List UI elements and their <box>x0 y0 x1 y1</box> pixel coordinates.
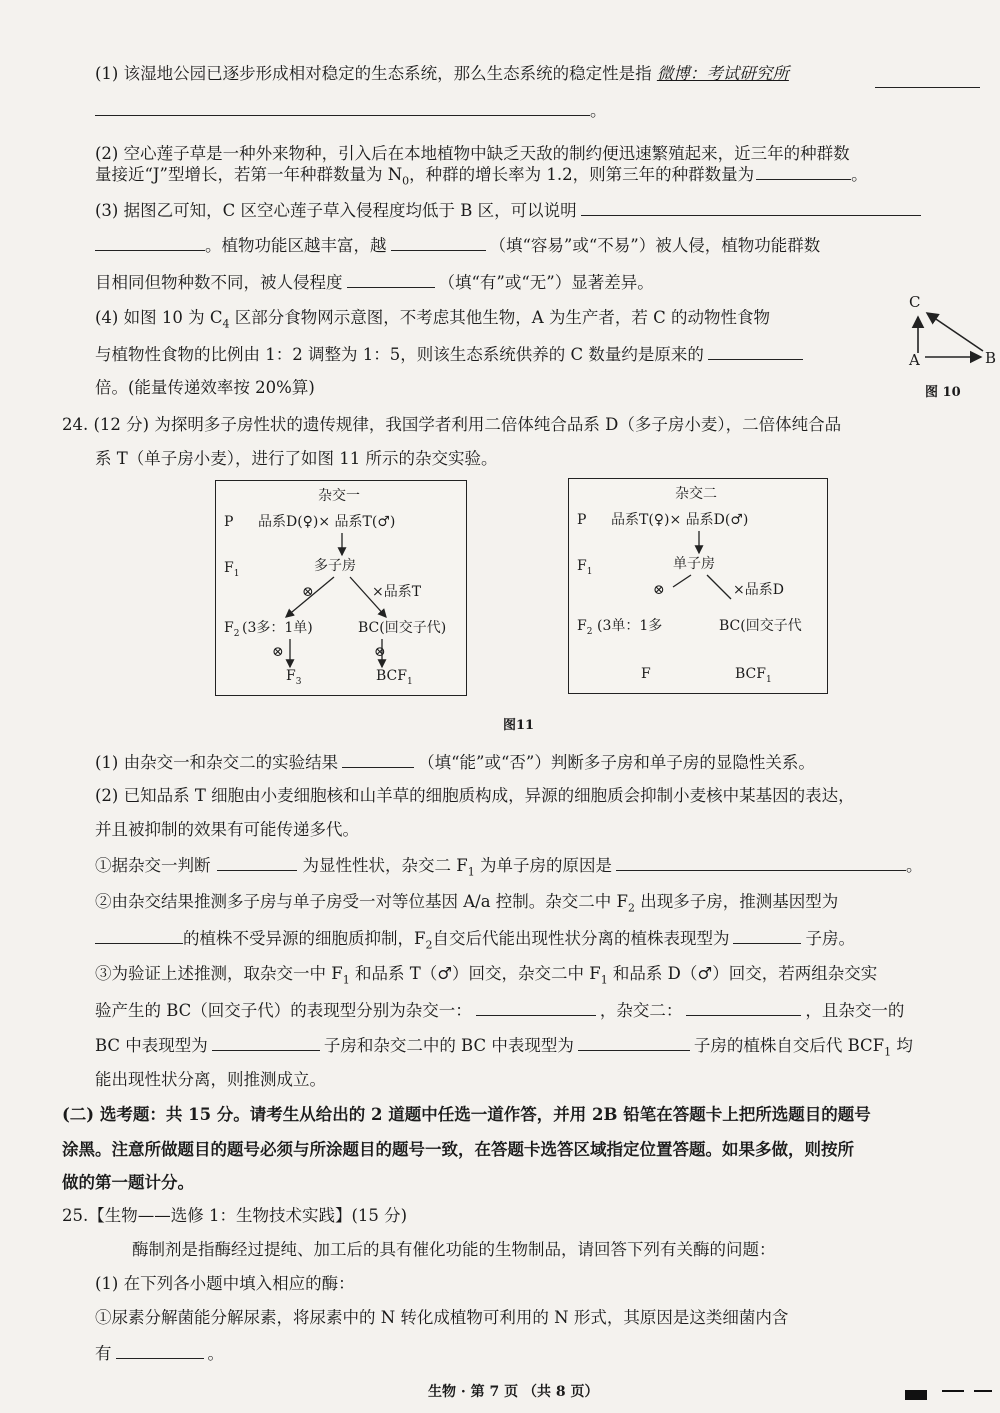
q25-intro: 酶制剂是指酶经过提纯、加工后的具有催化功能的生物制品，请回答下列有关酶的问题： <box>132 1240 776 1259</box>
footer-mark-2 <box>942 1390 964 1392</box>
section2-line3: 做的第一题计分。 <box>62 1173 194 1192</box>
q25-sub2-line2 <box>95 1341 224 1366</box>
cross-one-diagram <box>215 480 467 696</box>
figure-10 <box>905 295 995 400</box>
q23-part1-watermark: 微博：考试研究所 <box>656 64 789 83</box>
q24-item3-line2 <box>95 998 904 1023</box>
q23-part4-sub: 4 <box>222 317 230 331</box>
cross1-self-2: ⊗ <box>272 644 284 660</box>
q24-item3-sub: 1 <box>342 973 350 987</box>
q24-item3-sub3: 1 <box>884 1045 892 1059</box>
q23-part4-text-a: (4) 如图 10 为 C <box>95 308 223 327</box>
cross2-f2-text: (3单：1多 <box>597 618 663 634</box>
cross2-p-label: P <box>577 512 587 528</box>
cross1-arrows <box>216 481 468 697</box>
cross1-p-label: P <box>224 514 234 530</box>
q23-part3-line3 <box>95 270 654 295</box>
q23-part3-text-c1: 目相同但物种数不同，被人侵程度 <box>95 273 343 292</box>
cross1-f2-label: $F_2$ <box>224 620 240 639</box>
q24-item3-text-f: ，且杂交一的 <box>805 1001 905 1020</box>
cross2-p-text: 品系T(♀)× 品系D(♂) <box>611 512 749 528</box>
q24-item2-text-d: 自交后代能出现性状分离的植株表现型为 <box>432 929 730 948</box>
q25-sub1: (1) 在下列各小题中填入相应的酶： <box>95 1274 355 1293</box>
q24-item1-sub: 1 <box>467 865 475 879</box>
q23-part4-text-b: 与植物性食物的比例由 1：2 调整为 1：5，则该生态系统供养的 C 数量约是原来的 <box>95 345 704 364</box>
q24-item3-text-j: 均 <box>891 1036 913 1055</box>
q24-intro-line2: 系 T（单子房小麦），进行了如图 11 所示的杂交实验。 <box>95 449 498 468</box>
q23-part3-line1 <box>95 198 921 223</box>
section2-line1: (二) 选考题：共 15 分。请考生从给出的 2 道题中任选一道作答，并用 2B 铅笔在答题卡上把所选题目的题号 <box>62 1105 871 1124</box>
cross2-arrows <box>569 479 829 695</box>
cross1-p-text: 品系D(♀)× 品系T(♂) <box>258 514 396 530</box>
cross1-title: 杂交一 <box>318 488 360 504</box>
q23-part2-line1: (2) 空心莲子草是一种外来物种，引入后在本地植物中缺乏天敌的制约便迅速繁殖起来，近三年的种群数 <box>95 144 850 163</box>
cross2-backcross-label: ×品系D <box>733 582 784 598</box>
q24-item3-line4: 能出现性状分离，则推测成立。 <box>95 1070 326 1089</box>
q23-part1-answer-blank[interactable] <box>95 98 590 116</box>
q24-item3-answer-blank-2[interactable] <box>686 998 801 1016</box>
q24-item3-text-a: ③为验证上述推测，取杂交一中 F <box>95 964 343 983</box>
q23-part1-blank-tail[interactable] <box>875 70 980 88</box>
q25-title: 25.【生物——选修 1：生物技术实践】(15 分) <box>62 1206 408 1225</box>
q24-item2-line1 <box>95 890 838 920</box>
q24-item2-answer-blank-2[interactable] <box>733 926 801 944</box>
cross1-f1-label: $F_1$ <box>224 560 240 579</box>
q23-part3-line2 <box>95 233 820 258</box>
q23-part3-answer-blank-1[interactable] <box>581 198 921 216</box>
q24-item3-text-g: BC 中表现型为 <box>95 1036 208 1055</box>
q24-sub1-answer-blank[interactable] <box>342 750 414 768</box>
q24-item3-line3 <box>95 1033 913 1064</box>
q24-item2-text-e: 子房。 <box>805 929 855 948</box>
q24-item2-sub2: 2 <box>425 938 433 952</box>
q25-sub2-text-a: 有 <box>95 1344 112 1363</box>
q24-item2-line2 <box>95 926 855 957</box>
q24-item3-text-i: 子房的植株自交后代 BCF <box>693 1036 885 1055</box>
q24-item3-answer-blank-1[interactable] <box>476 998 596 1016</box>
q24-item1-text-c: 为单子房的原因是 <box>474 856 612 875</box>
q23-part2-sub: 0 <box>402 174 410 188</box>
q23-part3-answer-blank-1b[interactable] <box>95 233 205 251</box>
q24-sub2-line1: (2) 已知品系 T 细胞由小麦细胞核和山羊草的细胞质构成，异源的细胞质会抑制小麦核中某基因的表达， <box>95 786 855 805</box>
q24-item3-answer-blank-3[interactable] <box>212 1033 320 1051</box>
cross2-f3-text: F <box>641 666 651 682</box>
fig10-node-b: B <box>985 349 997 367</box>
q24-item2-text-b: 出现多子房，推测基因型为 <box>635 892 839 911</box>
q24-item1-text-b: 为显性性状，杂交二 F <box>302 856 468 875</box>
q23-part2-answer-blank[interactable] <box>756 162 851 180</box>
q24-sub1-text-b: （填“能”或“否”）判断多子房和单子房的显隐性关系。 <box>418 753 815 772</box>
q23-part4-answer-blank[interactable] <box>708 342 803 360</box>
footer-black-mark <box>905 1390 927 1400</box>
fig10-node-a: A <box>909 351 920 369</box>
cross2-title: 杂交二 <box>675 486 717 502</box>
q23-part2-row2-final: 量接近“J”型增长，若第一年种群数量为 $N_0$，种群的增长率为 1.2，则第三年的种群数量为 。 <box>95 162 868 193</box>
q23-part2-text-b: 量接近“J”型增长，若第一年种群数量为 N <box>95 165 403 184</box>
q23-part3-answer-blank-3[interactable] <box>347 270 435 288</box>
cross2-bc-text: BC(回交子代 <box>719 618 802 634</box>
q23-part3-text-c2: （填“有”或“无”）显著差异。 <box>438 273 654 292</box>
cross1-f3-text: $F_3$ <box>286 668 302 687</box>
q25-sub2-text-b: 。 <box>207 1344 224 1363</box>
q24-item2-text-c: 的植株不受异源的细胞质抑制，F <box>183 929 426 948</box>
cross1-bc-text: BC(回交子代) <box>358 620 447 636</box>
q23-part2-text-c: ，种群的增长率为 1.2，则第三年的种群数量为 <box>409 165 755 184</box>
cross1-f2-text: (3多：1单) <box>242 620 313 636</box>
q24-sub1-text: (1) 由杂交一和杂交二的实验结果 <box>95 753 339 772</box>
q23-part3-text-b2: （填“容易”或“不易”）被人侵，植物功能群数 <box>489 236 821 255</box>
q23-part4-text-a2: 区部分食物网示意图，不考虑其他生物，A 为生产者，若 C 的动物性食物 <box>229 308 771 327</box>
q24-item3-text-h: 子房和杂交二中的 BC 中表现型为 <box>323 1036 574 1055</box>
fig11-caption: 图11 <box>503 718 535 733</box>
q23-part1-text: (1) 该湿地公园已逐步形成相对稳定的生态系统，那么生态系统的稳定性是指 <box>95 64 652 83</box>
q23-part1-line <box>95 62 789 86</box>
q24-item3-line1 <box>95 962 877 992</box>
cross1-bcf-text: $BCF_1$ <box>376 668 413 687</box>
q23-part3-text-a: (3) 据图乙可知，C 区空心莲子草入侵程度均低于 B 区，可以说明 <box>95 201 577 220</box>
q24-item3-answer-blank-4[interactable] <box>578 1033 690 1051</box>
q24-item2-sub: 2 <box>628 901 635 915</box>
q23-part4-line3: 倍。(能量传递效率按 20%算) <box>95 378 315 397</box>
cross-two-diagram <box>568 478 828 694</box>
q24-item2-text-a: ②由杂交结果推测多子房与单子房受一对等位基因 A/a 控制。杂交二中 F <box>95 892 628 911</box>
q23-part3-answer-blank-2[interactable] <box>391 233 486 251</box>
q24-item3-sub2: 1 <box>600 973 608 987</box>
cross1-self-3: ⊗ <box>374 644 386 660</box>
cross2-bcf-text: $BCF_1$ <box>735 666 772 685</box>
q25-sub2-answer-blank[interactable] <box>116 1341 204 1359</box>
fig10-caption: 图 10 <box>925 385 961 400</box>
cross2-self-symbol: ⊗ <box>653 582 665 598</box>
q23-part4-line1 <box>95 306 770 336</box>
cross2-f1-text: 单子房 <box>673 556 715 572</box>
q24-item3-text-b: 和品系 T（♂）回交，杂交二中 F <box>349 964 601 983</box>
q23-part1-blank-line: 。 <box>95 98 607 123</box>
cross2-f1-label: $F_1$ <box>577 558 593 577</box>
q24-item3-text-d: 验产生的 BC（回交子代）的表现型分别为杂交一： <box>95 1001 472 1020</box>
q24-sub1-line <box>95 750 815 775</box>
q24-item1-answer-blank-1[interactable] <box>217 853 297 871</box>
q24-sub2-line2: 并且被抑制的效果有可能传递多代。 <box>95 820 359 839</box>
arrow-b-to-c <box>927 313 983 351</box>
cross1-self-symbol: ⊗ <box>302 584 314 600</box>
q24-intro-line1: 24. (12 分) 为探明多子房性状的遗传规律，我国学者利用二倍体纯合品系 D（多子房小麦），二倍体纯合品 <box>62 415 842 434</box>
q24-item3-text-e: ，杂交二： <box>599 1001 683 1020</box>
cross1-backcross-label: ×品系T <box>372 584 422 600</box>
q24-item2-answer-blank-1[interactable] <box>95 926 183 944</box>
q24-item1-line: ①据杂交一判断 为显性性状，杂交二 $F_1$ 为单子房的原因是 。 <box>95 853 922 884</box>
footer-mark-3 <box>974 1390 992 1392</box>
q25-sub2-line1: ①尿素分解菌能分解尿素，将尿素中的 N 转化成植物可利用的 N 形式，其原因是这类细菌内含 <box>95 1308 789 1327</box>
section2-line2: 涂黑。注意所做题目的题号必须与所涂题目的题号一致，在答题卡选答区域指定位置答题。如果多做，则按所 <box>62 1140 854 1159</box>
fig10-node-c: C <box>909 293 921 311</box>
cross1-f1-text: 多子房 <box>314 558 356 574</box>
q24-item1-answer-blank-2[interactable] <box>616 853 906 871</box>
cross2-f2-label: $F_2$ <box>577 618 593 637</box>
q24-item1-text-a: ①据杂交一判断 <box>95 856 211 875</box>
q24-item3-text-c: 和品系 D（♂）回交，若两组杂交实 <box>607 964 878 983</box>
q23-part3-text-b1: 。植物功能区越丰富，越 <box>205 236 387 255</box>
q23-part4-line2 <box>95 342 803 367</box>
page-footer: 生物 · 第 7 页 （共 8 页） <box>428 1384 599 1400</box>
